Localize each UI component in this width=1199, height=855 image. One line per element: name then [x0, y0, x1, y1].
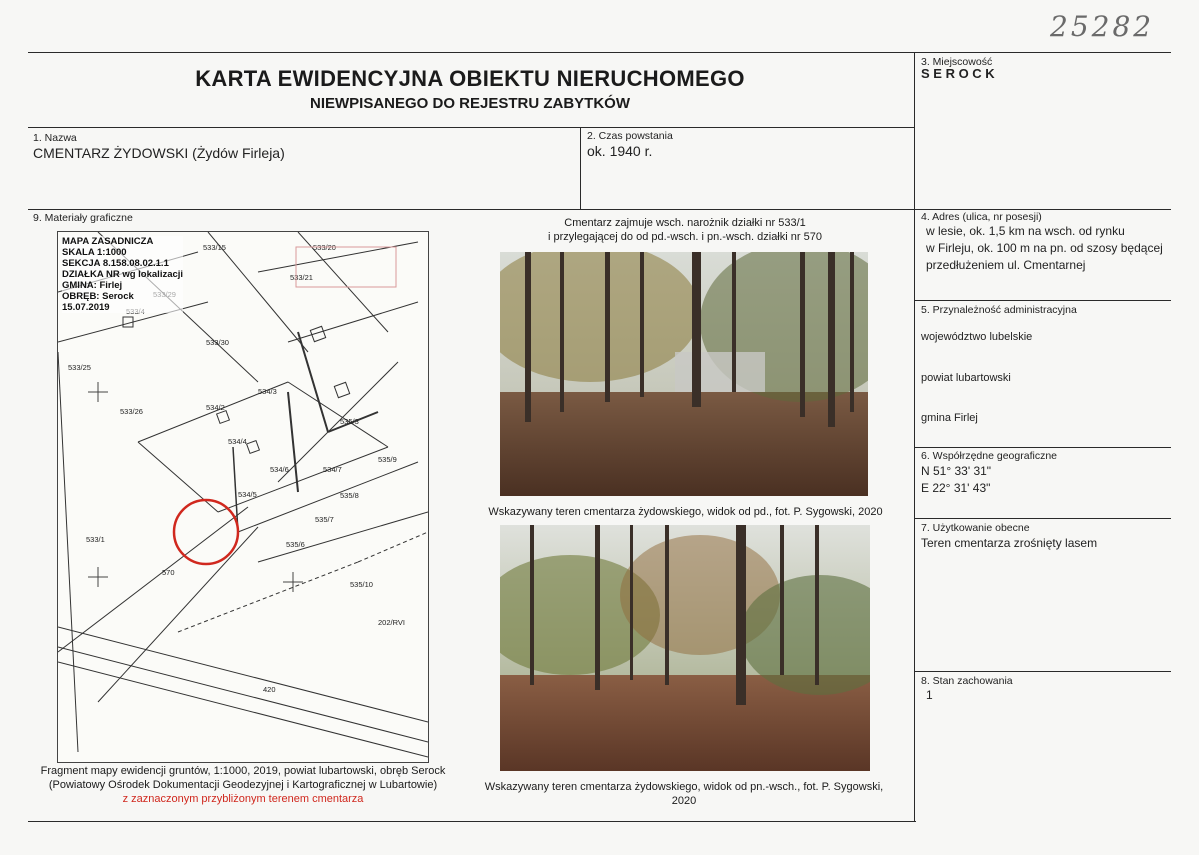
parcel-label-535-10: 535/10	[350, 580, 373, 589]
photo-intro-caption	[520, 216, 850, 244]
time-value: ok. 1940 r.	[587, 143, 653, 159]
condition-label: 8. Stan zachowania	[921, 675, 1013, 687]
photo-intro-line-2: i przylegającej do od pd.-wsch. i pn.-wsch. działki nr 570	[548, 231, 822, 243]
map-caption	[28, 764, 458, 806]
map-header-line: SKALA 1:1000	[62, 247, 127, 258]
cemetery-area-marker	[174, 500, 238, 564]
address-bottom-line	[914, 300, 1171, 301]
title-bottom-line	[28, 127, 914, 128]
parcel-label-535-9: 535/9	[378, 455, 397, 464]
map-caption-red: z zaznaczonym przybliżonym terenem cmentarza	[122, 793, 364, 805]
locality-value: S E R O C K	[921, 66, 995, 81]
coords-bottom-line	[914, 518, 1171, 519]
parcel-label-535-7: 535/7	[315, 515, 334, 524]
map-header	[62, 236, 183, 313]
map-header-line: SEKCJA 8.158.08.02.1.1	[62, 258, 169, 269]
parcel-label-534-4: 534/4	[228, 437, 247, 446]
name-label: 1. Nazwa	[33, 132, 77, 144]
parcel-label-420: 420	[263, 685, 276, 694]
use-label: 7. Użytkowanie obecne	[921, 522, 1030, 534]
map-caption-line-1: Fragment mapy ewidencji gruntów, 1:1000, 2019, powiat lubartowski, obręb Serock	[40, 765, 446, 777]
main-right-divider	[914, 52, 915, 822]
parcel-label-533-21: 533/21	[290, 273, 313, 282]
photo-view-from-south	[500, 252, 868, 496]
admin-bottom-line	[914, 447, 1171, 448]
parcel-label-533-25: 533/25	[68, 363, 91, 372]
map-header-line: DZIAŁKA NR wg lokalizacji	[62, 269, 184, 280]
parcel-label-535-3: 535/3	[340, 417, 359, 426]
map-header-line: MAPA ZASADNICZA	[62, 236, 154, 247]
parcel-label-533-20: 533/20	[313, 243, 336, 252]
reference-number: 25282	[1050, 10, 1155, 43]
address-line-3: przedłużeniem ul. Cmentarnej	[926, 258, 1086, 272]
photo-intro-line-1: Cmentarz zajmuje wsch. narożnik działki nr 533/1	[564, 217, 806, 229]
admin-voivodeship: województwo lubelskie	[921, 331, 1033, 343]
frame-bottom-line	[28, 821, 916, 822]
graphics-label: 9. Materiały graficzne	[33, 212, 133, 224]
parcel-label-534-7: 534/7	[323, 465, 342, 474]
map-header-line: 15.07.2019	[62, 302, 110, 313]
map-header-line: OBRĘB: Serock	[62, 291, 134, 302]
name-value: CMENTARZ ŻYDOWSKI (Żydów Firleja)	[33, 145, 285, 161]
condition-value: 1	[926, 688, 933, 702]
name-time-divider	[580, 127, 581, 209]
time-label: 2. Czas powstania	[587, 130, 673, 142]
use-value: Teren cmentarza zrośnięty lasem	[921, 536, 1098, 550]
parcel-label-534-5: 534/5	[238, 490, 257, 499]
address-label: 4. Adres (ulica, nr posesji)	[921, 211, 1042, 223]
locality-label: 3. Miejscowość	[921, 56, 993, 68]
address-line-1: w lesie, ok. 1,5 km na wsch. od rynku	[926, 224, 1125, 238]
cadastral-map	[57, 231, 429, 763]
map-caption-line-2: (Powiatowy Ośrodek Dokumentacji Geodezyjnej i Kartograficznej w Lubartowie)	[48, 779, 438, 791]
address-line-2: w Firleju, ok. 100 m na pn. od szosy będącej	[926, 241, 1163, 255]
admin-commune: gmina Firlej	[921, 412, 978, 424]
coord-east: E 22° 31' 43"	[921, 481, 991, 495]
name-bottom-line	[28, 209, 1171, 210]
coords-label: 6. Współrzędne geograficzne	[921, 450, 1057, 462]
frame-top-line	[28, 52, 1171, 53]
admin-county: powiat lubartowski	[921, 372, 1011, 384]
map-header-line: GMINA: Firlej	[62, 280, 123, 291]
parcel-label-534-3: 534/3	[258, 387, 277, 396]
photo-view-from-northeast	[500, 525, 870, 771]
document-title: KARTA EWIDENCYJNA OBIEKTU NIERUCHOMEGO	[195, 66, 745, 91]
parcel-label-533-26: 533/26	[120, 407, 143, 416]
photo2-caption: Wskazywany teren cmentarza żydowskiego, widok od pn.-wsch., fot. P. Sygowski, 2020	[484, 781, 884, 807]
admin-label: 5. Przynależność administracyjna	[921, 304, 1077, 316]
parcel-label-533-15: 533/15	[203, 243, 226, 252]
parcel-label-202-rvi: 202/RVI	[378, 618, 405, 627]
parcel-label-570: 570	[162, 568, 175, 577]
parcel-label-535-8: 535/8	[340, 491, 359, 500]
parcel-label-534-2: 534/2	[206, 403, 225, 412]
photo1-caption: Wskazywany teren cmentarza żydowskiego, widok od pd., fot. P. Sygowski, 2020	[488, 506, 883, 518]
parcel-label-535-6: 535/6	[286, 540, 305, 549]
parcel-label-534-6: 534/6	[270, 465, 289, 474]
document-subtitle: NIEWPISANEGO DO REJESTRU ZABYTKÓW	[309, 95, 631, 112]
coord-north: N 51° 33' 31"	[921, 464, 992, 478]
use-bottom-line	[914, 671, 1171, 672]
parcel-label-533-1: 533/1	[86, 535, 105, 544]
parcel-label-533-30: 533/30	[206, 338, 229, 347]
